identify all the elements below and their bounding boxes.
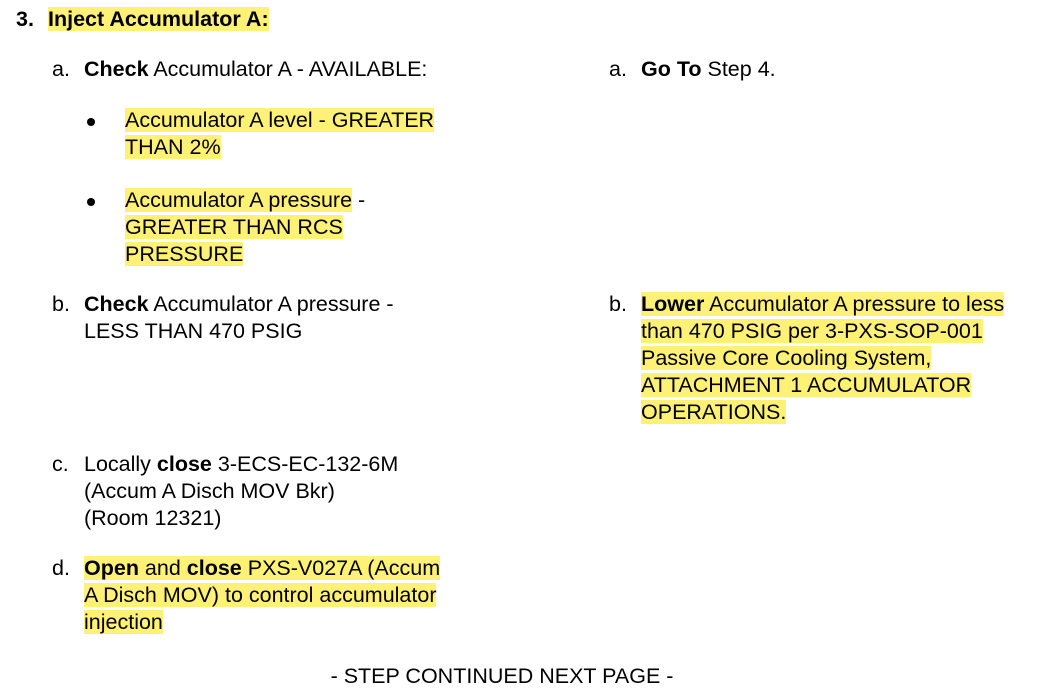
right-a-letter: a.	[609, 57, 627, 81]
left-c-line-1	[84, 451, 398, 478]
step-number: 3.	[16, 7, 34, 31]
right-b-line-2	[641, 318, 983, 345]
left-d-line-2	[84, 582, 436, 609]
right-b-letter: b.	[609, 292, 627, 316]
bullet-2-line-2-text: GREATER THAN RCS	[125, 215, 343, 239]
left-d-line-1-rest: PXS-V027A (Accum	[241, 556, 441, 580]
step-title	[48, 6, 269, 33]
left-d-line-1-hl	[84, 556, 440, 580]
right-b-line-5	[641, 399, 786, 426]
left-d-line-1	[84, 555, 440, 582]
right-b-line-3-text: Passive Core Cooling System,	[641, 346, 932, 370]
left-b-line-2: LESS THAN 470 PSIG	[84, 319, 303, 343]
bullet-1-dot	[87, 118, 95, 126]
right-a-text	[641, 56, 776, 83]
right-b-line-1-hl	[641, 292, 1004, 316]
step-continued-footer: - STEP CONTINUED NEXT PAGE -	[330, 664, 674, 688]
left-c-line-1-rest: 3-ECS-EC-132-6M	[211, 452, 399, 476]
bullet-1-line-1-text: Accumulator A level - GREATER	[125, 108, 435, 132]
bullet-2-line-2	[125, 214, 343, 241]
step-title-text: Inject Accumulator A:	[48, 7, 269, 31]
left-d-line-3-text: injection	[84, 610, 163, 634]
bullet-2-line-1	[125, 187, 365, 214]
left-d-verb-1: Open	[84, 556, 139, 580]
right-b-line-3	[641, 345, 931, 372]
left-c-line-2: (Accum A Disch MOV Bkr)	[84, 479, 335, 503]
right-b-line-5-text: OPERATIONS.	[641, 400, 787, 424]
right-b-line-4	[641, 372, 971, 399]
bullet-2-line-3	[125, 241, 243, 268]
bullet-2-line-3-text: PRESSURE	[125, 242, 244, 266]
left-b-line-1	[84, 291, 394, 318]
right-b-line-1	[641, 291, 1004, 318]
bullet-2-line-1-hl: Accumulator A pressure	[125, 188, 353, 212]
left-a-text	[84, 56, 427, 83]
right-b-line-4-text: ATTACHMENT 1 ACCUMULATOR	[641, 373, 972, 397]
left-b-verb: Check	[84, 292, 149, 316]
left-d-line-3	[84, 609, 163, 636]
right-a-body: Step 4.	[701, 57, 776, 81]
left-a-verb: Check	[84, 57, 149, 81]
bullet-2-dot	[87, 198, 95, 206]
bullet-1-line-1	[125, 107, 434, 134]
right-b-line-2-text: than 470 PSIG per 3-PXS-SOP-001	[641, 319, 983, 343]
left-c-pre: Locally	[84, 452, 157, 476]
left-c-verb: close	[156, 452, 212, 476]
left-d-line-2-text: A Disch MOV) to control accumulator	[84, 583, 437, 607]
right-b-line-1-rest: Accumulator A pressure to less	[704, 292, 1005, 316]
left-d-mid: and	[138, 556, 187, 580]
left-d-verb-2: close	[186, 556, 242, 580]
bullet-2-line-1-rest: -	[352, 188, 366, 212]
left-b-letter: b.	[52, 292, 70, 316]
bullet-1-line-2-text: THAN 2%	[125, 135, 221, 159]
right-b-verb: Lower	[641, 292, 705, 316]
bullet-1-line-2	[125, 134, 221, 161]
left-a-letter: a.	[52, 57, 70, 81]
left-d-letter: d.	[52, 556, 70, 580]
left-a-body: Accumulator A - AVAILABLE:	[153, 57, 428, 81]
right-a-verb: Go To	[641, 57, 702, 81]
left-c-line-3: (Room 12321)	[84, 506, 222, 530]
left-c-letter: c.	[52, 452, 69, 476]
left-b-line-1-text: Accumulator A pressure -	[153, 292, 394, 316]
